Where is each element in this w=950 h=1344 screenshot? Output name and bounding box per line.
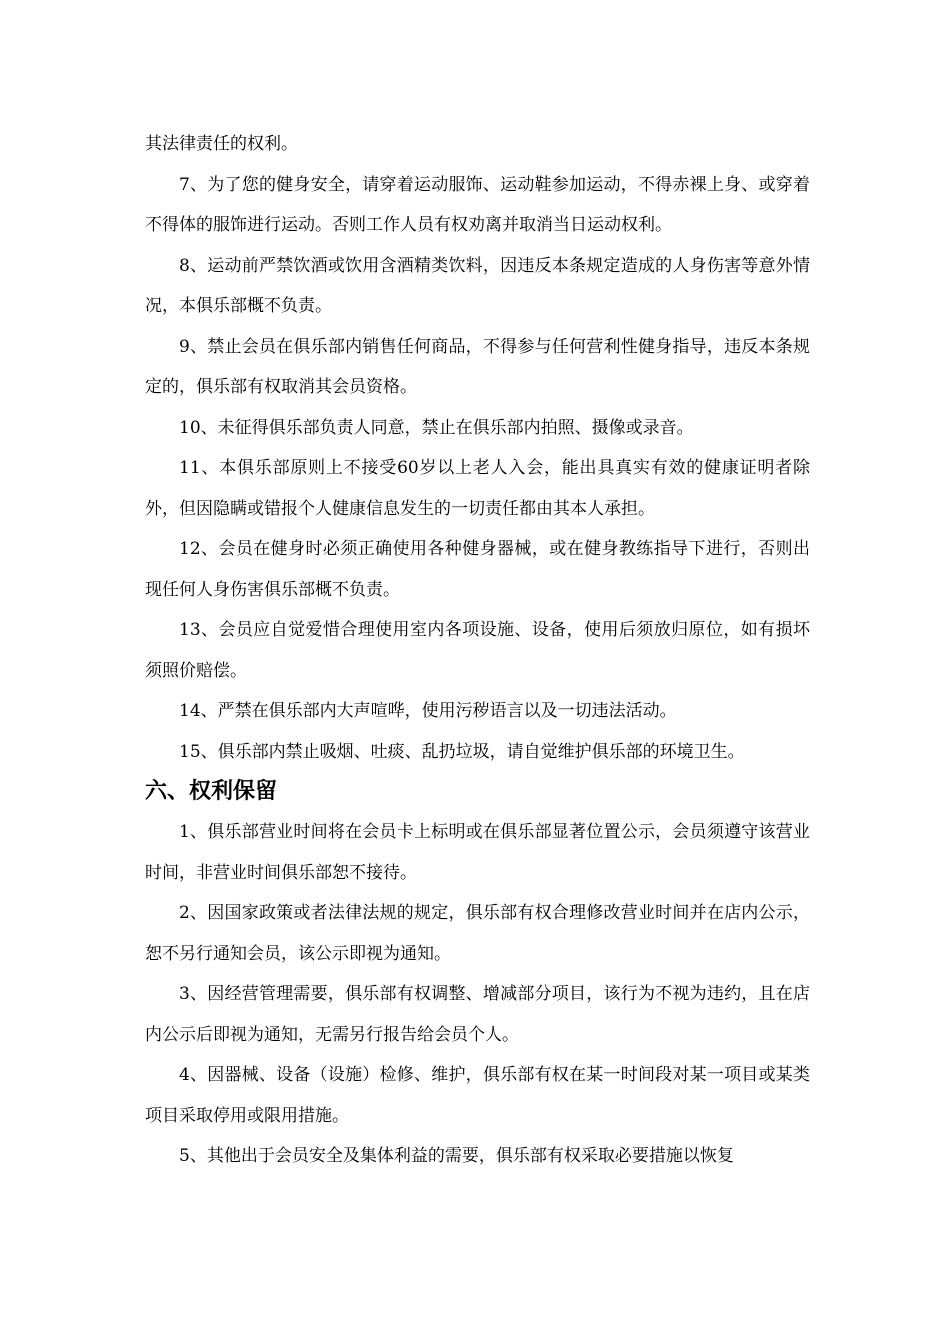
- rule-item-14: 14、严禁在俱乐部内大声喧哗，使用污秽语言以及一切违法活动。: [179, 701, 677, 721]
- reservation-item-4: 4、因器械、设备（设施）检修、维护，俱乐部有权在某一时间段对某一项目或某类项目采取停用或限用措施。: [145, 1065, 810, 1126]
- rule-item-9: 9、禁止会员在俱乐部内销售任何商品，不得参与任何营利性健身指导，违反本条规定的，俱乐部有权取消其会员资格。: [145, 336, 810, 397]
- rule-item-7: 7、为了您的健身安全，请穿着运动服饰、运动鞋参加运动，不得赤裸上身、或穿着不得体的服饰进行运动。否则工作人员有权劝离并取消当日运动权利。: [145, 174, 810, 235]
- reservation-item-1: 1、俱乐部营业时间将在会员卡上标明或在俱乐部显著位置公示，会员须遵守该营业时间，非营业时间俱乐部恕不接待。: [145, 822, 810, 883]
- paragraph-continuation: 其法律责任的权利。: [145, 134, 298, 154]
- rule-item-15: 15、俱乐部内禁止吸烟、吐痰、乱扔垃圾，请自觉维护俱乐部的环境卫生。: [179, 741, 745, 762]
- document-body: [145, 124, 810, 1177]
- rule-item-12: 12、会员在健身时必须正确使用各种健身器械，或在健身教练指导下进行，否则出现任何人身伤害俱乐部概不负责。: [145, 539, 810, 600]
- rule-item-8: 8、运动前严禁饮酒或饮用含酒精类饮料，因违反本条规定造成的人身伤害等意外情况，本俱乐部概不负责。: [145, 255, 810, 316]
- section-heading: 六、权利保留: [145, 779, 278, 804]
- rule-item-10: 10、未征得俱乐部负责人同意，禁止在俱乐部内拍照、摄像或录音。: [179, 417, 694, 438]
- reservation-item-3: 3、因经营管理需要，俱乐部有权调整、增减部分项目，该行为不视为违约，且在店内公示后即视为通知，无需另行报告给会员个人。: [145, 984, 810, 1045]
- rule-item-13: 13、会员应自觉爱惜合理使用室内各项设施、设备，使用后须放归原位，如有损坏须照价赔偿。: [145, 620, 810, 681]
- rule-item-11: 11、本俱乐部原则上不接受60岁以上老人入会，能出具真实有效的健康证明者除外，但因隐瞒或错报个人健康信息发生的一切责任都由其本人承担。: [145, 458, 810, 519]
- reservation-item-5: 5、其他出于会员安全及集体利益的需要，俱乐部有权采取必要措施以恢复: [179, 1146, 734, 1166]
- reservation-item-2: 2、因国家政策或者法律法规的规定，俱乐部有权合理修改营业时间并在店内公示，恕不另行通知会员，该公示即视为通知。: [145, 903, 810, 964]
